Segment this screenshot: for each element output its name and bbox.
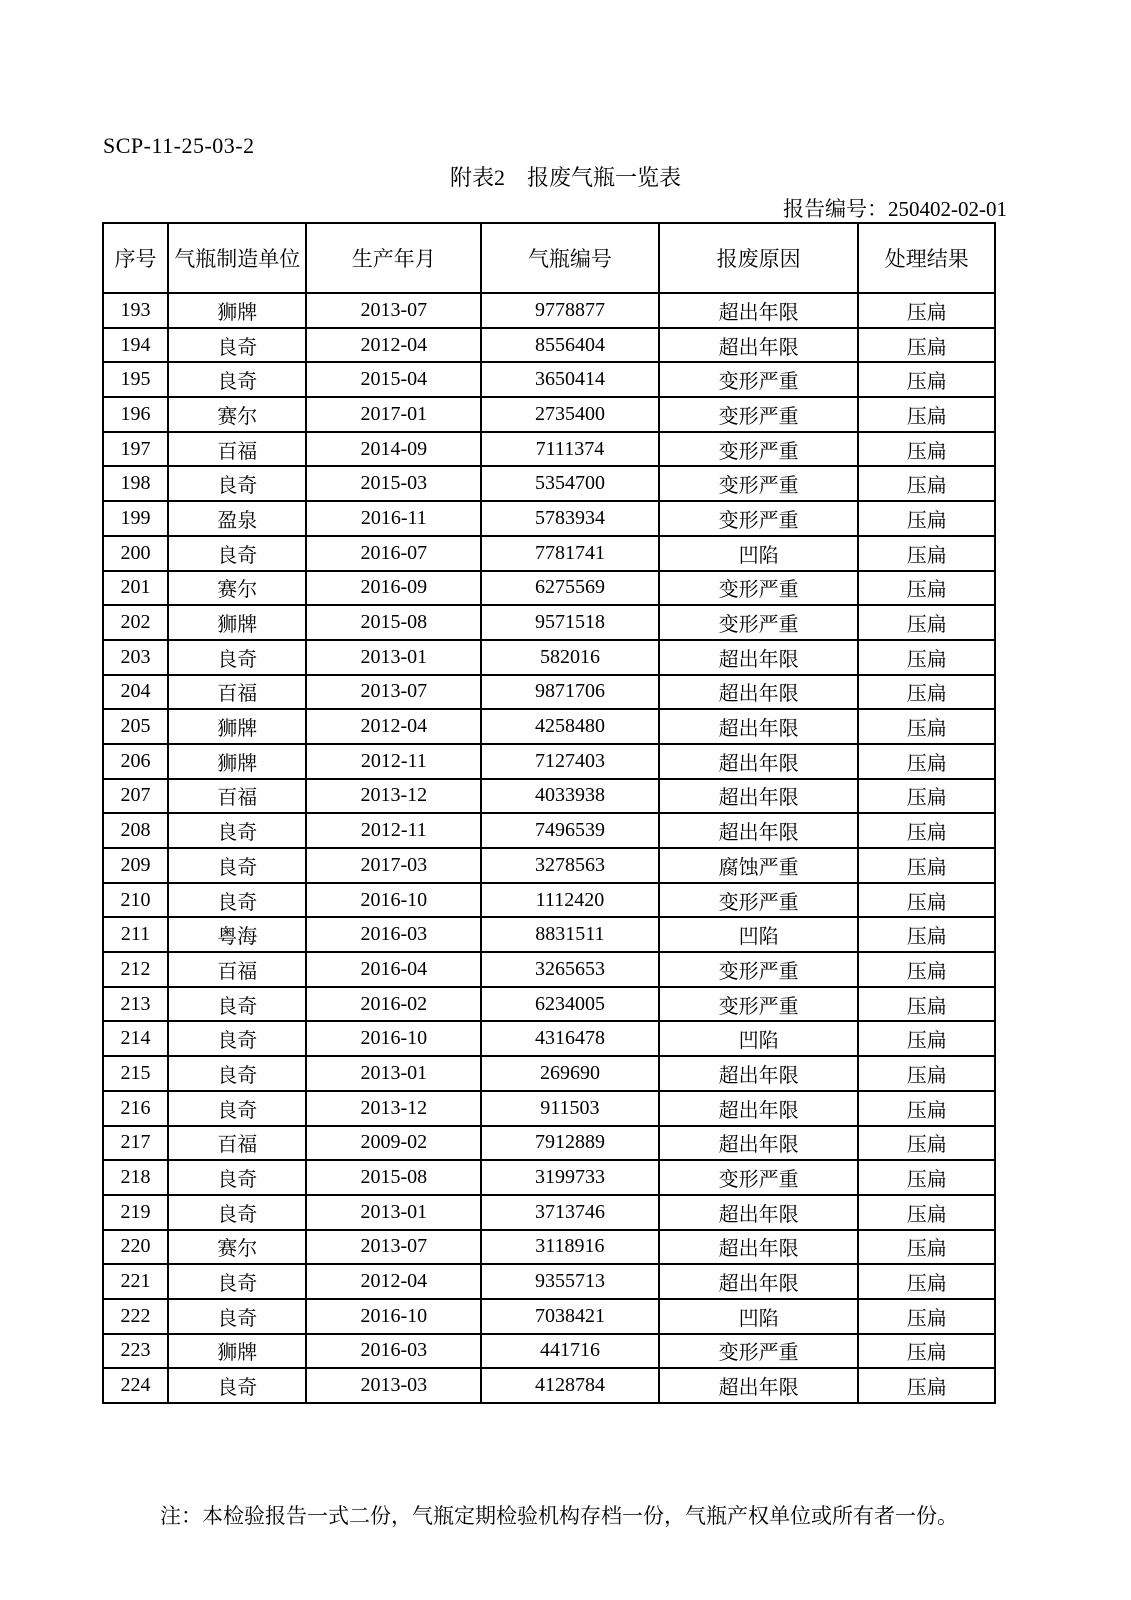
- serial-cell: 197: [103, 432, 168, 467]
- serial-cell: 224: [103, 1368, 168, 1403]
- production-date-cell: 2015-08: [306, 1160, 481, 1195]
- page-title: 附表2 报废气瓶一览表: [449, 165, 681, 190]
- scrap-reason-cell: 超出年限: [659, 1230, 859, 1265]
- footer-note: 注：本检验报告一式二份，气瓶定期检验机构存档一份，气瓶产权单位或所有者一份。: [160, 1504, 958, 1528]
- column-header-manufacturer: 气瓶制造单位: [168, 223, 306, 293]
- scrap-reason-cell: 超出年限: [659, 1091, 859, 1126]
- serial-cell: 218: [103, 1160, 168, 1195]
- manufacturer-cell: 良奇: [168, 1160, 306, 1195]
- doc-code: SCP-11-25-03-2: [103, 133, 255, 158]
- scrap-reason-cell: 超出年限: [659, 328, 859, 363]
- serial-cell: 194: [103, 328, 168, 363]
- disposal-result-cell: 压扁: [858, 397, 995, 432]
- production-date-cell: 2012-04: [306, 709, 481, 744]
- manufacturer-cell: 良奇: [168, 1056, 306, 1091]
- manufacturer-cell: 百福: [168, 952, 306, 987]
- disposal-result-cell: 压扁: [858, 328, 995, 363]
- disposal-result-cell: 压扁: [858, 917, 995, 952]
- scrap-reason-cell: 变形严重: [659, 501, 859, 536]
- table-row: [103, 536, 995, 571]
- cylinder-number-cell: 4033938: [481, 779, 659, 814]
- table-row: [103, 1160, 995, 1195]
- column-header-disposal-result: 处理结果: [858, 223, 995, 293]
- cylinder-number-cell: 911503: [481, 1091, 659, 1126]
- table-row: [103, 952, 995, 987]
- scrap-reason-cell: 变形严重: [659, 466, 859, 501]
- table-row: [103, 883, 995, 918]
- serial-cell: 203: [103, 640, 168, 675]
- table-row: [103, 605, 995, 640]
- manufacturer-cell: 良奇: [168, 362, 306, 397]
- manufacturer-cell: 百福: [168, 1126, 306, 1161]
- scrap-reason-cell: 变形严重: [659, 987, 859, 1022]
- report-number: [783, 193, 1007, 223]
- table-row: [103, 917, 995, 952]
- manufacturer-cell: 良奇: [168, 1091, 306, 1126]
- table-row: [103, 813, 995, 848]
- cylinder-number-cell: 6275569: [481, 571, 659, 606]
- disposal-result-cell: 压扁: [858, 952, 995, 987]
- column-header-serial: 序号: [103, 223, 168, 293]
- production-date-cell: 2016-10: [306, 1299, 481, 1334]
- cylinder-number-cell: 4258480: [481, 709, 659, 744]
- scrap-reason-cell: 超出年限: [659, 744, 859, 779]
- cylinder-number-cell: 3118916: [481, 1230, 659, 1265]
- cylinder-number-cell: 9871706: [481, 675, 659, 710]
- cylinder-number-cell: 7912889: [481, 1126, 659, 1161]
- serial-cell: 219: [103, 1195, 168, 1230]
- manufacturer-cell: 百福: [168, 675, 306, 710]
- manufacturer-cell: 狮牌: [168, 293, 306, 328]
- cylinder-number-cell: 1112420: [481, 883, 659, 918]
- table-row: [103, 1091, 995, 1126]
- production-date-cell: 2016-10: [306, 883, 481, 918]
- disposal-result-cell: 压扁: [858, 640, 995, 675]
- cylinder-number-cell: 6234005: [481, 987, 659, 1022]
- table-row: [103, 397, 995, 432]
- serial-cell: 200: [103, 536, 168, 571]
- serial-cell: 222: [103, 1299, 168, 1334]
- cylinder-number-cell: 3265653: [481, 952, 659, 987]
- table-body: [103, 293, 995, 1403]
- manufacturer-cell: 盈泉: [168, 501, 306, 536]
- serial-cell: 211: [103, 917, 168, 952]
- production-date-cell: 2014-09: [306, 432, 481, 467]
- cylinder-number-cell: 7038421: [481, 1299, 659, 1334]
- scrap-reason-cell: 变形严重: [659, 883, 859, 918]
- table-row: [103, 744, 995, 779]
- production-date-cell: 2013-07: [306, 675, 481, 710]
- manufacturer-cell: 粤海: [168, 917, 306, 952]
- manufacturer-cell: 良奇: [168, 466, 306, 501]
- cylinder-number-cell: 7781741: [481, 536, 659, 571]
- scrap-reason-cell: 变形严重: [659, 397, 859, 432]
- scrap-reason-cell: 变形严重: [659, 1334, 859, 1369]
- cylinder-number-cell: 9778877: [481, 293, 659, 328]
- serial-cell: 199: [103, 501, 168, 536]
- manufacturer-cell: 良奇: [168, 536, 306, 571]
- scrap-reason-cell: 超出年限: [659, 293, 859, 328]
- disposal-result-cell: 压扁: [858, 848, 995, 883]
- disposal-result-cell: 压扁: [858, 1091, 995, 1126]
- disposal-result-cell: 压扁: [858, 709, 995, 744]
- serial-cell: 220: [103, 1230, 168, 1265]
- scrap-reason-cell: 超出年限: [659, 709, 859, 744]
- manufacturer-cell: 良奇: [168, 328, 306, 363]
- cylinder-number-cell: 8556404: [481, 328, 659, 363]
- disposal-result-cell: 压扁: [858, 1368, 995, 1403]
- production-date-cell: 2013-12: [306, 779, 481, 814]
- disposal-result-cell: 压扁: [858, 466, 995, 501]
- serial-cell: 193: [103, 293, 168, 328]
- cylinder-number-cell: 8831511: [481, 917, 659, 952]
- serial-cell: 215: [103, 1056, 168, 1091]
- serial-cell: 216: [103, 1091, 168, 1126]
- production-date-cell: 2012-11: [306, 813, 481, 848]
- manufacturer-cell: 良奇: [168, 1264, 306, 1299]
- scrap-reason-cell: 变形严重: [659, 362, 859, 397]
- table-row: [103, 779, 995, 814]
- table-row: [103, 1334, 995, 1369]
- scrap-reason-cell: 超出年限: [659, 675, 859, 710]
- serial-cell: 214: [103, 1021, 168, 1056]
- report-number-value: 250402-02-01: [888, 197, 1007, 221]
- cylinder-number-cell: 7496539: [481, 813, 659, 848]
- table-row: [103, 1368, 995, 1403]
- production-date-cell: 2016-03: [306, 917, 481, 952]
- cylinder-number-cell: 9571518: [481, 605, 659, 640]
- manufacturer-cell: 百福: [168, 432, 306, 467]
- disposal-result-cell: 压扁: [858, 1334, 995, 1369]
- disposal-result-cell: 压扁: [858, 605, 995, 640]
- production-date-cell: 2013-07: [306, 1230, 481, 1265]
- disposal-result-cell: 压扁: [858, 1021, 995, 1056]
- disposal-result-cell: 压扁: [858, 571, 995, 606]
- production-date-cell: 2015-08: [306, 605, 481, 640]
- serial-cell: 208: [103, 813, 168, 848]
- table-row: [103, 1230, 995, 1265]
- disposal-result-cell: 压扁: [858, 1230, 995, 1265]
- serial-cell: 223: [103, 1334, 168, 1369]
- manufacturer-cell: 狮牌: [168, 709, 306, 744]
- cylinder-number-cell: 7111374: [481, 432, 659, 467]
- cylinder-number-cell: 4128784: [481, 1368, 659, 1403]
- cylinder-number-cell: 269690: [481, 1056, 659, 1091]
- production-date-cell: 2016-11: [306, 501, 481, 536]
- disposal-result-cell: 压扁: [858, 1126, 995, 1161]
- disposal-result-cell: 压扁: [858, 813, 995, 848]
- serial-cell: 196: [103, 397, 168, 432]
- manufacturer-cell: 良奇: [168, 987, 306, 1022]
- disposal-result-cell: 压扁: [858, 744, 995, 779]
- production-date-cell: 2016-10: [306, 1021, 481, 1056]
- disposal-result-cell: 压扁: [858, 432, 995, 467]
- production-date-cell: 2012-11: [306, 744, 481, 779]
- manufacturer-cell: 良奇: [168, 640, 306, 675]
- manufacturer-cell: 良奇: [168, 848, 306, 883]
- scrap-reason-cell: 凹陷: [659, 1299, 859, 1334]
- production-date-cell: 2015-04: [306, 362, 481, 397]
- manufacturer-cell: 狮牌: [168, 744, 306, 779]
- disposal-result-cell: 压扁: [858, 883, 995, 918]
- scrap-reason-cell: 变形严重: [659, 605, 859, 640]
- cylinder-number-cell: 2735400: [481, 397, 659, 432]
- manufacturer-cell: 良奇: [168, 813, 306, 848]
- table-row: [103, 1056, 995, 1091]
- cylinder-number-cell: 7127403: [481, 744, 659, 779]
- disposal-result-cell: 压扁: [858, 362, 995, 397]
- serial-cell: 201: [103, 571, 168, 606]
- disposal-result-cell: 压扁: [858, 779, 995, 814]
- table-row: [103, 1264, 995, 1299]
- serial-cell: 209: [103, 848, 168, 883]
- table-row: [103, 1299, 995, 1334]
- production-date-cell: 2016-04: [306, 952, 481, 987]
- serial-cell: 221: [103, 1264, 168, 1299]
- production-date-cell: 2013-07: [306, 293, 481, 328]
- scrap-reason-cell: 超出年限: [659, 779, 859, 814]
- serial-cell: 206: [103, 744, 168, 779]
- disposal-result-cell: 压扁: [858, 1195, 995, 1230]
- production-date-cell: 2012-04: [306, 328, 481, 363]
- disposal-result-cell: 压扁: [858, 536, 995, 571]
- serial-cell: 210: [103, 883, 168, 918]
- scrap-reason-cell: 凹陷: [659, 536, 859, 571]
- scrap-reason-cell: 超出年限: [659, 1368, 859, 1403]
- manufacturer-cell: 良奇: [168, 883, 306, 918]
- scrap-reason-cell: 超出年限: [659, 1264, 859, 1299]
- scrap-reason-cell: 变形严重: [659, 432, 859, 467]
- manufacturer-cell: 百福: [168, 779, 306, 814]
- scrap-reason-cell: 超出年限: [659, 813, 859, 848]
- disposal-result-cell: 压扁: [858, 501, 995, 536]
- table-row: [103, 709, 995, 744]
- production-date-cell: 2013-03: [306, 1368, 481, 1403]
- production-date-cell: 2016-02: [306, 987, 481, 1022]
- scrap-reason-cell: 超出年限: [659, 1126, 859, 1161]
- manufacturer-cell: 狮牌: [168, 1334, 306, 1369]
- table-row: [103, 1021, 995, 1056]
- cylinder-number-cell: 3278563: [481, 848, 659, 883]
- table-row: [103, 362, 995, 397]
- disposal-result-cell: 压扁: [858, 987, 995, 1022]
- table-row: [103, 987, 995, 1022]
- manufacturer-cell: 赛尔: [168, 397, 306, 432]
- serial-cell: 205: [103, 709, 168, 744]
- table-row: [103, 571, 995, 606]
- scrap-reason-cell: 超出年限: [659, 640, 859, 675]
- manufacturer-cell: 赛尔: [168, 1230, 306, 1265]
- table-row: [103, 848, 995, 883]
- production-date-cell: 2013-01: [306, 1056, 481, 1091]
- scrap-reason-cell: 腐蚀严重: [659, 848, 859, 883]
- serial-cell: 212: [103, 952, 168, 987]
- disposal-result-cell: 压扁: [858, 1160, 995, 1195]
- table-row: [103, 432, 995, 467]
- production-date-cell: 2009-02: [306, 1126, 481, 1161]
- cylinder-number-cell: 3650414: [481, 362, 659, 397]
- disposal-result-cell: 压扁: [858, 293, 995, 328]
- table-header-row: [103, 223, 995, 293]
- scrap-reason-cell: 超出年限: [659, 1195, 859, 1230]
- production-date-cell: 2016-07: [306, 536, 481, 571]
- production-date-cell: 2013-01: [306, 640, 481, 675]
- production-date-cell: 2015-03: [306, 466, 481, 501]
- scrap-reason-cell: 凹陷: [659, 917, 859, 952]
- serial-cell: 217: [103, 1126, 168, 1161]
- disposal-result-cell: 压扁: [858, 675, 995, 710]
- disposal-result-cell: 压扁: [858, 1299, 995, 1334]
- scrapped-cylinder-table: [102, 222, 996, 1404]
- serial-cell: 213: [103, 987, 168, 1022]
- serial-cell: 207: [103, 779, 168, 814]
- scrap-reason-cell: 超出年限: [659, 1056, 859, 1091]
- column-header-cylinder-number: 气瓶编号: [481, 223, 659, 293]
- table-row: [103, 466, 995, 501]
- scrap-reason-cell: 变形严重: [659, 1160, 859, 1195]
- manufacturer-cell: 良奇: [168, 1021, 306, 1056]
- production-date-cell: 2013-01: [306, 1195, 481, 1230]
- scrap-reason-cell: 变形严重: [659, 571, 859, 606]
- table-row: [103, 293, 995, 328]
- manufacturer-cell: 良奇: [168, 1299, 306, 1334]
- manufacturer-cell: 良奇: [168, 1195, 306, 1230]
- production-date-cell: 2017-03: [306, 848, 481, 883]
- table-row: [103, 328, 995, 363]
- scrap-reason-cell: 变形严重: [659, 952, 859, 987]
- scrap-reason-cell: 凹陷: [659, 1021, 859, 1056]
- cylinder-number-cell: 4316478: [481, 1021, 659, 1056]
- disposal-result-cell: 压扁: [858, 1264, 995, 1299]
- cylinder-number-cell: 3199733: [481, 1160, 659, 1195]
- manufacturer-cell: 赛尔: [168, 571, 306, 606]
- cylinder-number-cell: 9355713: [481, 1264, 659, 1299]
- manufacturer-cell: 良奇: [168, 1368, 306, 1403]
- table-row: [103, 1126, 995, 1161]
- cylinder-number-cell: 3713746: [481, 1195, 659, 1230]
- serial-cell: 195: [103, 362, 168, 397]
- manufacturer-cell: 狮牌: [168, 605, 306, 640]
- disposal-result-cell: 压扁: [858, 1056, 995, 1091]
- serial-cell: 204: [103, 675, 168, 710]
- table-row: [103, 1195, 995, 1230]
- serial-cell: 202: [103, 605, 168, 640]
- table-row: [103, 501, 995, 536]
- column-header-production-date: 生产年月: [306, 223, 481, 293]
- table-row: [103, 675, 995, 710]
- cylinder-number-cell: 441716: [481, 1334, 659, 1369]
- production-date-cell: 2016-09: [306, 571, 481, 606]
- production-date-cell: 2012-04: [306, 1264, 481, 1299]
- report-number-label: 报告编号：: [783, 197, 888, 221]
- production-date-cell: 2013-12: [306, 1091, 481, 1126]
- cylinder-number-cell: 5354700: [481, 466, 659, 501]
- cylinder-number-cell: 582016: [481, 640, 659, 675]
- production-date-cell: 2016-03: [306, 1334, 481, 1369]
- cylinder-number-cell: 5783934: [481, 501, 659, 536]
- table-row: [103, 640, 995, 675]
- production-date-cell: 2017-01: [306, 397, 481, 432]
- serial-cell: 198: [103, 466, 168, 501]
- column-header-scrap-reason: 报废原因: [659, 223, 859, 293]
